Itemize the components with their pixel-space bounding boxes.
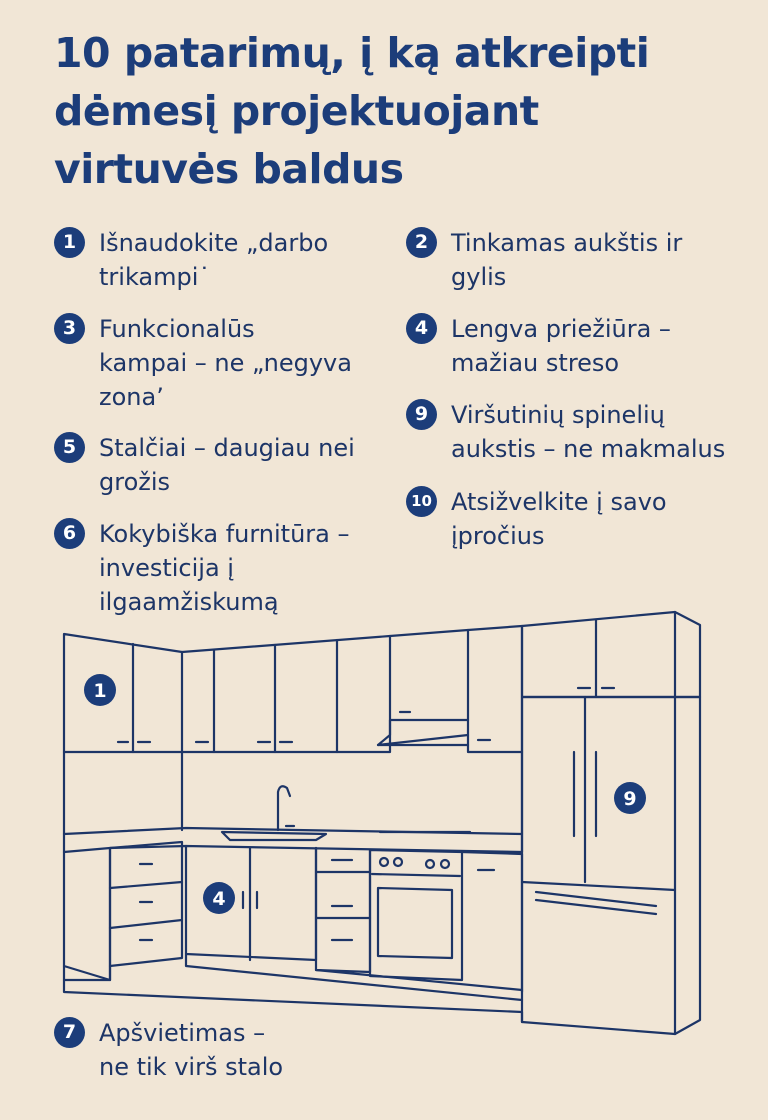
tip-line: ilgaamžiskumą — [99, 588, 279, 616]
marker-4 — [203, 882, 235, 914]
tip-line: mažiau streso — [451, 349, 620, 377]
tip-line: Tinkamas aukštis ir — [451, 229, 683, 257]
number-badge: 7 — [54, 1017, 85, 1048]
tip-line: grožis — [99, 468, 171, 496]
tip-line: zona’ — [99, 383, 164, 411]
tip-line: ne tik virš stalo — [99, 1053, 284, 1081]
title-line: virtuvės baldus — [54, 145, 404, 193]
tip-item-7 — [54, 1016, 283, 1084]
tip-line: Lengva priežiūra – — [451, 315, 671, 343]
tip-line: Apšvietimas – — [99, 1019, 266, 1047]
number-badge: 9 — [406, 399, 437, 430]
number-badge: 3 — [54, 313, 85, 344]
marker-label: 1 — [93, 680, 107, 702]
number-badge: 2 — [406, 227, 437, 258]
tip-line: Stalčiai – daugiau nei — [99, 434, 355, 462]
tip-line: gylis — [451, 263, 507, 291]
title-line: dėmesį projektuojant — [54, 87, 539, 135]
number-badge: 10 — [406, 486, 437, 517]
number-badge: 5 — [54, 432, 85, 463]
tip-line: Funkcionalūs — [99, 315, 255, 343]
tip-line: trikampi˙ — [99, 263, 211, 291]
marker-label: 9 — [623, 788, 637, 810]
tip-line: įpročius — [451, 522, 545, 550]
tip-line: aukstis – ne makmalus — [451, 435, 726, 463]
countertop — [64, 786, 522, 852]
walls — [64, 752, 522, 834]
marker-9 — [614, 782, 646, 814]
number-badge: 6 — [54, 518, 85, 549]
tip-text — [99, 1016, 283, 1084]
base-cabinets — [64, 842, 522, 1000]
tip-line: Viršutinių spinelių — [451, 401, 665, 429]
tip-line: Atsižvelkite į savo — [451, 488, 667, 516]
number-badge: 4 — [406, 313, 437, 344]
tip-line: Išnaudokite „darbo — [99, 229, 329, 257]
marker-label: 4 — [212, 888, 226, 910]
title-line: 10 patarimų, į ką atkreipti — [54, 29, 650, 77]
refrigerator — [522, 697, 700, 1034]
tip-line: kampai – ne „negyva — [99, 349, 352, 377]
number-badge: 1 — [54, 227, 85, 258]
tip-line: Kokybiška furnitūra – — [99, 520, 350, 548]
tip-line: investicija į — [99, 554, 234, 582]
upper-cabinets — [64, 612, 700, 752]
marker-1 — [84, 674, 116, 706]
